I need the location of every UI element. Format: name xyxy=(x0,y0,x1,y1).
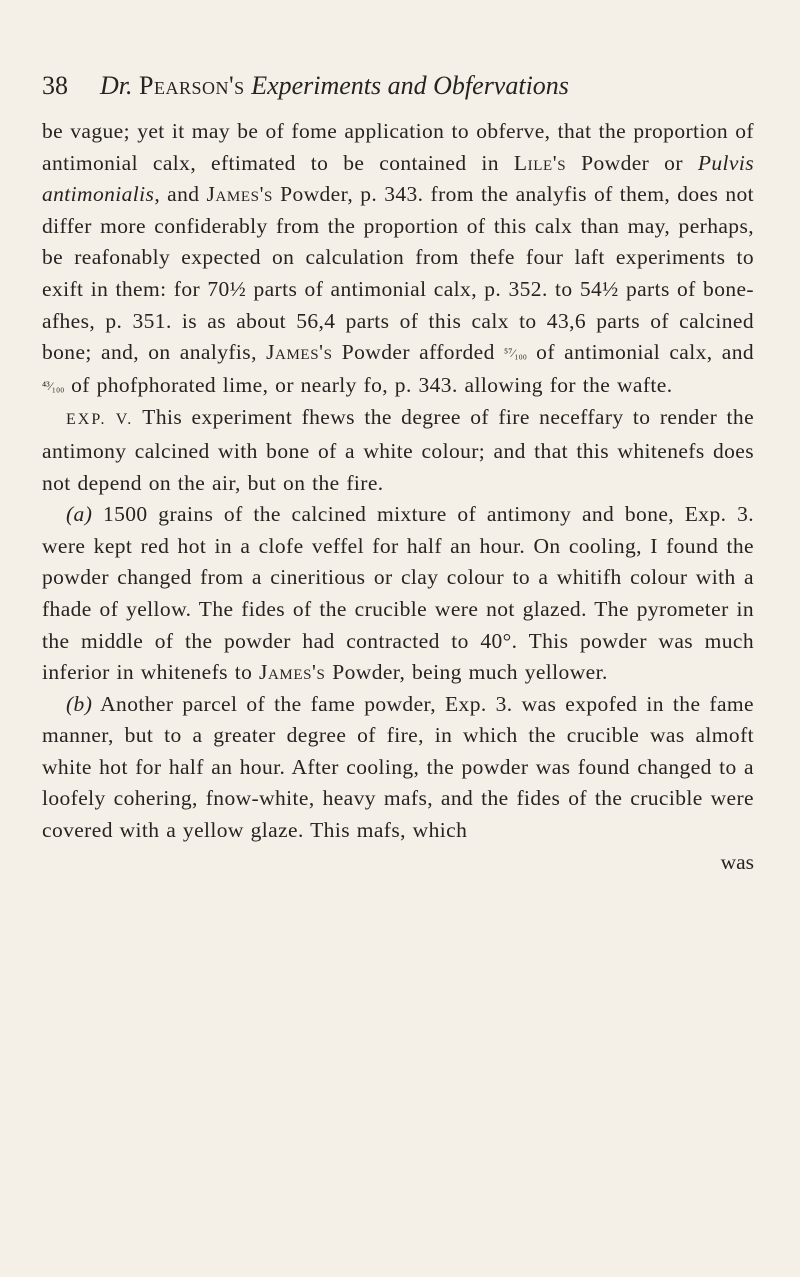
book-title: Experiments and Obfervations xyxy=(251,71,569,100)
text-run: of antimonial calx, and xyxy=(526,340,754,365)
paragraph-b xyxy=(42,689,754,847)
latin-term: Pulvis antimonialis xyxy=(42,150,754,207)
paragraph-exp-v xyxy=(42,402,754,499)
name-james: James's xyxy=(259,660,326,685)
page-number: 38 xyxy=(42,71,68,100)
text-run: Powder, p. 343. from the analyfis of them, does not differ more confiderably from the proportion of this calx than may, perhaps, be reafonably expected on calculation from thefe four laft experiments to exift in them: for 70½ parts of antimonial calx, p. 352. to 54½ parts of bone-afhes, p. 351. is as about 56,4 parts of this calx to 43,6 parts of calcined bone; and, on analyfis, xyxy=(42,182,754,365)
running-header xyxy=(42,66,754,116)
fraction-lime: ⁴³⁄₁₀₀ xyxy=(42,378,65,393)
author-prefix: Dr. xyxy=(100,71,140,100)
paragraph-a xyxy=(42,499,754,689)
section-mark: (a) xyxy=(66,502,93,527)
catchword: was xyxy=(720,849,754,874)
text-run: Powder, being much yellower. xyxy=(325,660,608,685)
text-run: 1500 grains of the calcined mixture of antimony and bone, Exp. 3. were kept red hot in a clofe veffel for half an hour. On cooling, I found the powder changed from a cineritious or clay colour to a whitifh colour with a fhade of yellow. The fides of the crucible were not glazed. The pyrometer in the middle of the powder had contracted to 40°. This powder was much inferior in whitenefs to xyxy=(42,502,754,685)
name-james: James's xyxy=(266,340,333,365)
name-lile: Lile's xyxy=(513,150,567,175)
text-run: of phofphorated lime, or nearly fo, p. 343. allowing for the wafte. xyxy=(64,372,673,397)
text-run: This experiment fhews the degree of fire neceffary to render the antimony calcined with bone of a white colour; and that this whitenefs does not depend on the air, but on the fire. xyxy=(42,405,755,495)
paragraph-continuation xyxy=(42,116,754,402)
author-name: Pearson's xyxy=(139,71,245,100)
experiment-label: EXP. V. xyxy=(66,411,134,429)
text-run: Powder or xyxy=(566,150,698,175)
text-run: Another parcel of the fame powder, Exp. 3. was expofed in the fame manner, but to a greater degree of fire, in which the crucible was almoft white hot for half an hour. After cooling, the powder was found changed to a loofely cohering, fnow-white, heavy mafs, and the fides of the crucible were covered with a yellow glaze. This mafs, which xyxy=(42,691,754,843)
fraction-antimonial: ⁵⁷⁄₁₀₀ xyxy=(504,346,527,361)
page-content xyxy=(42,66,754,877)
section-mark: (b) xyxy=(66,691,93,716)
running-title xyxy=(100,66,569,106)
name-james: James's xyxy=(206,182,273,207)
text-run: , and xyxy=(154,182,207,207)
text-run: be vague; yet it may be of fome application to obferve, that the proportion of antimonial calx, eftimated to be contained in xyxy=(42,119,754,175)
text-run: Powder afforded xyxy=(332,340,505,365)
